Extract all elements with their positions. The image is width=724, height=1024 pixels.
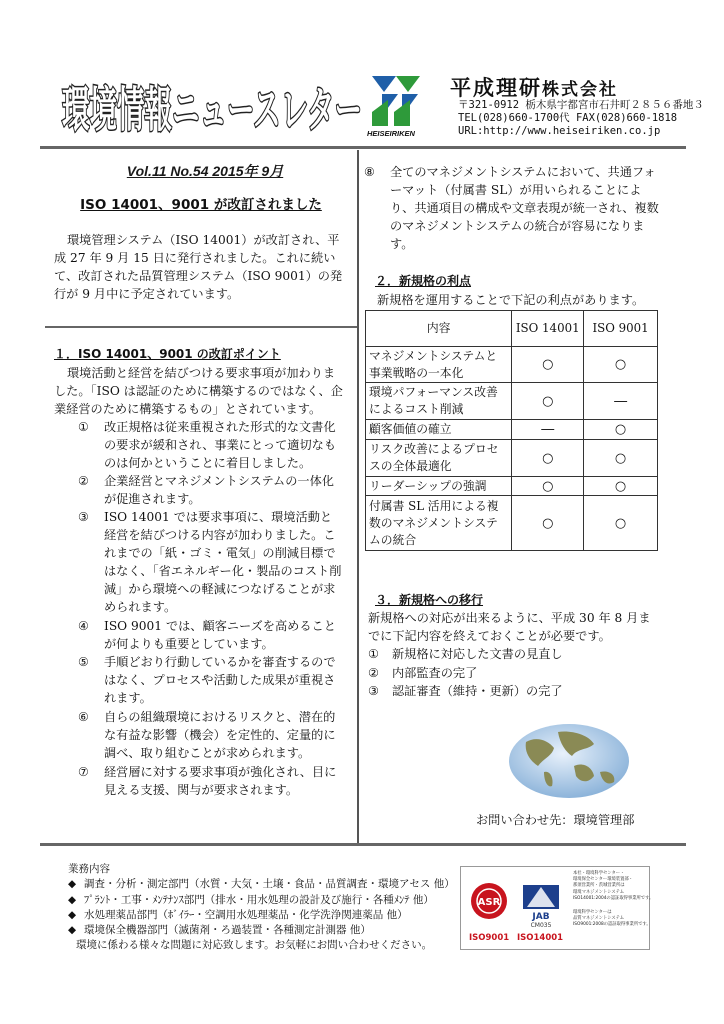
item-number: ⑥ <box>78 710 89 724</box>
table-cell-iso9001: ○ <box>584 347 658 383</box>
company-name <box>450 72 618 102</box>
globe-icon <box>508 722 630 800</box>
item-number: ④ <box>78 619 89 633</box>
jab-sub-label: CM035 <box>530 922 552 929</box>
table-cell-content: リスク改善によるプロセスの全体最適化 <box>366 440 512 477</box>
item-number: ② <box>78 474 89 488</box>
section3-title: ３．新規格への移行 <box>375 593 484 607</box>
bullet-icon: ◆ <box>68 878 77 891</box>
cert-note: 本社・環境科学センター・ <box>573 871 625 876</box>
logo-wordmark: HEISEIRIKEN <box>367 129 415 138</box>
table-cell-iso14001: ○ <box>512 347 584 383</box>
cert-note: 那須営業所・茨城営業所は <box>573 883 625 889</box>
cert-note: 環境マネジメントシステム <box>573 889 625 895</box>
table-header-cell: ISO 9001 <box>584 311 658 347</box>
list-item <box>368 682 660 701</box>
table-cell-iso9001: ○ <box>584 496 658 551</box>
asr-label: ASR <box>477 897 501 908</box>
intro-divider <box>45 326 357 328</box>
table-cell-iso14001: ○ <box>512 496 584 551</box>
bullet-icon: ◆ <box>68 908 77 921</box>
table-cell-iso14001: ○ <box>512 440 584 477</box>
service-text: ﾌﾟﾗﾝﾄ・工事・ﾒﾝﾃﾅﾝｽ部門（排水・用水処理の設計及び施行・各種ﾒﾝﾃ 他） <box>84 893 434 906</box>
item-number: ③ <box>78 510 89 524</box>
certification-logos <box>467 875 585 943</box>
item-number: ⑤ <box>78 655 89 669</box>
section3-lead: 新規格への対応が出来るように、平成 30 年 8 月までに下記内容を終えておくことが必要です。 <box>368 611 651 643</box>
section1-item <box>80 508 344 616</box>
item-text: 新規格に対応した文書の見直し <box>392 647 563 661</box>
table-row <box>366 477 658 496</box>
table-header-row <box>366 311 658 347</box>
company-url: URL:http://www.heiseiriken.co.jp <box>458 125 661 137</box>
section2-title: ２．新規格の利点 <box>375 274 472 288</box>
table-row <box>366 420 658 440</box>
item-number: ① <box>78 420 89 434</box>
cert-note: ISO14001:2004の認証取得事業所です。 <box>573 895 654 901</box>
service-text: 水処理薬品部門（ﾎﾞｲﾗｰ・空調用水処理薬品・化学洗浄関連薬品 他） <box>84 908 408 921</box>
table-row <box>366 347 658 383</box>
item-text: 内部監査の完了 <box>392 665 478 680</box>
company-name-suffix: 株式会社 <box>542 80 618 100</box>
services-closing: 環境に係わる様々な問題に対応致します。お気軽にお問い合わせください。 <box>76 939 433 952</box>
intro-paragraph: 環境管理システム（ISO 14001）が改訂され、平成 27 年 9 月 15 日に発行されました。これに続いて、改訂された品質管理システム（ISO 9001）の発行が 9 月中に予定されています。 <box>54 233 343 301</box>
services-title: 業務内容 <box>68 863 110 875</box>
service-text: 調査・分析・測定部門（水質・大気・土壌・食品・品質調査・環境アセス 他） <box>84 878 455 891</box>
list-item <box>368 664 660 683</box>
contact-department: お問い合わせ先：環境管理部 <box>476 813 635 827</box>
services-block <box>68 862 458 954</box>
section1-item <box>80 653 344 707</box>
header-divider <box>40 146 686 149</box>
jab-label: JAB <box>532 912 550 922</box>
item-text: 認証審査（維持・更新）の完了 <box>392 684 563 698</box>
company-address: 〒321-0912 栃木県宇都宮市石井町２８５６番地３ <box>458 99 704 111</box>
section2-lead: 新規格を運用することで下記の利点があります。 <box>377 293 645 307</box>
table-row <box>366 440 658 477</box>
footer-divider <box>40 843 686 846</box>
service-text: 環境保全機器部門（滅菌剤・ろ過装置・各種測定計測器 他） <box>84 924 371 937</box>
item-text: ISO 9001 では、顧客ニーズを高めることが何よりも重要としています。 <box>104 619 336 651</box>
item-text: 経営層に対する要求事項が強化され、目に見える支援、関与が要求されます。 <box>104 765 337 797</box>
issue-headline: ISO 14001、9001 が改訂されました <box>80 197 322 213</box>
section1-item <box>80 472 344 508</box>
service-item <box>68 923 458 938</box>
section1-item <box>80 617 344 653</box>
item-text: 改正規格は従来重視された形式的な文書化の要求が緩和され、事業にとって適切なものは何かということに着目しました。 <box>104 420 337 470</box>
table-header-cell: 内容 <box>366 311 512 347</box>
item-text: ISO 14001 では要求事項に、環境活動と経営を結びつける内容が加わりました。これまでの「紙・ゴミ・電気」の削減目標ではなく、｢省エネルギー化・製品のコスト削減」から環境への軽減につなげることが求められます。 <box>104 510 342 614</box>
table-cell-content: 顧客価値の確立 <box>366 420 512 440</box>
column-divider <box>357 150 359 843</box>
cert-note: 環境保全センター環境装置部・ <box>573 877 633 883</box>
cert-note: ISO9001:2008の認証取得事業所です。 <box>573 922 651 928</box>
service-item <box>68 908 458 923</box>
table-cell-iso9001: ○ <box>584 420 658 440</box>
iso9001-label: ISO9001 <box>469 933 510 943</box>
table-row <box>366 496 658 551</box>
item-text: 全てのマネジメントシステムにおいて、共通フォーマット（付属書 SL）が用いられることにより、共通項目の構成や文章表現が統一され、複数のマネジメントシステムの統合が容易になります。 <box>390 165 659 251</box>
item-number: ⑧ <box>364 165 375 179</box>
masthead-text: 環境情報ニュースレター <box>62 82 362 138</box>
service-item <box>68 893 458 908</box>
table-cell-iso14001: ― <box>512 420 584 440</box>
table-cell-iso14001: ○ <box>512 477 584 496</box>
table-cell-iso9001: ○ <box>584 440 658 477</box>
table-cell-content: 付属書 SL 活用による複数のマネジメントシステムの統合 <box>366 496 512 551</box>
section1-title: １．ISO 14001、9001 の改訂ポイント <box>54 347 281 361</box>
list-item <box>368 645 660 664</box>
item-number: ⑦ <box>78 765 89 779</box>
service-item <box>68 877 458 892</box>
table-cell-content: 環境パフォーマンス改善によるコスト削減 <box>366 383 512 420</box>
table-cell-iso14001: ○ <box>512 383 584 420</box>
item-number: ① <box>368 647 379 661</box>
section3-list <box>368 645 660 701</box>
table-cell-iso9001: ○ <box>584 477 658 496</box>
table-cell-iso9001: ― <box>584 383 658 420</box>
company-phone-fax: TEL(028)660-1700代 FAX(028)660-1818 <box>458 112 678 124</box>
item-text: 企業経営とマネジメントシステムの一体化が促進されます。 <box>104 474 334 506</box>
bullet-icon: ◆ <box>68 924 77 937</box>
section1-lead: 環境活動と経営を結びつける要求事項が加わりました。｢ISO は認証のために構築するのではなく、企業経営のために構築するもの」とされています。 <box>54 366 343 416</box>
item-number: ③ <box>368 684 379 698</box>
section1-item <box>80 763 344 799</box>
masthead-title <box>60 72 365 142</box>
certification-notes <box>573 871 654 929</box>
company-logo-icon <box>368 72 424 130</box>
cert-note: 環境科学センターは <box>573 910 612 916</box>
bullet-icon: ◆ <box>68 893 77 906</box>
table-row <box>366 383 658 420</box>
benefits-table <box>365 310 658 551</box>
issue-volume: Vol.11 No.54 2015年 9月 <box>126 163 284 179</box>
table-header-cell: ISO 14001 <box>512 311 584 347</box>
iso14001-label: ISO14001 <box>517 933 564 943</box>
item-number: ② <box>368 665 379 680</box>
item-text: 自らの組織環境におけるリスクと、潜在的な有益な影響（機会）を定性的、定量的に調べ、取り組むことが求められます。 <box>104 710 336 760</box>
section1-item <box>366 163 661 253</box>
certification-box <box>460 866 654 950</box>
table-cell-content: リーダーシップの強調 <box>366 477 512 496</box>
company-name-main: 平成理研 <box>450 76 542 100</box>
cert-note: 品質マネジメントシステム <box>573 916 625 922</box>
table-cell-content: マネジメントシステムと事業戦略の一本化 <box>366 347 512 383</box>
section1-item <box>80 708 344 762</box>
section1-item <box>80 418 344 472</box>
item-text: 手順どおり行動しているかを審査するのではなく、プロセスや活動した成果が重視されます。 <box>104 655 336 705</box>
